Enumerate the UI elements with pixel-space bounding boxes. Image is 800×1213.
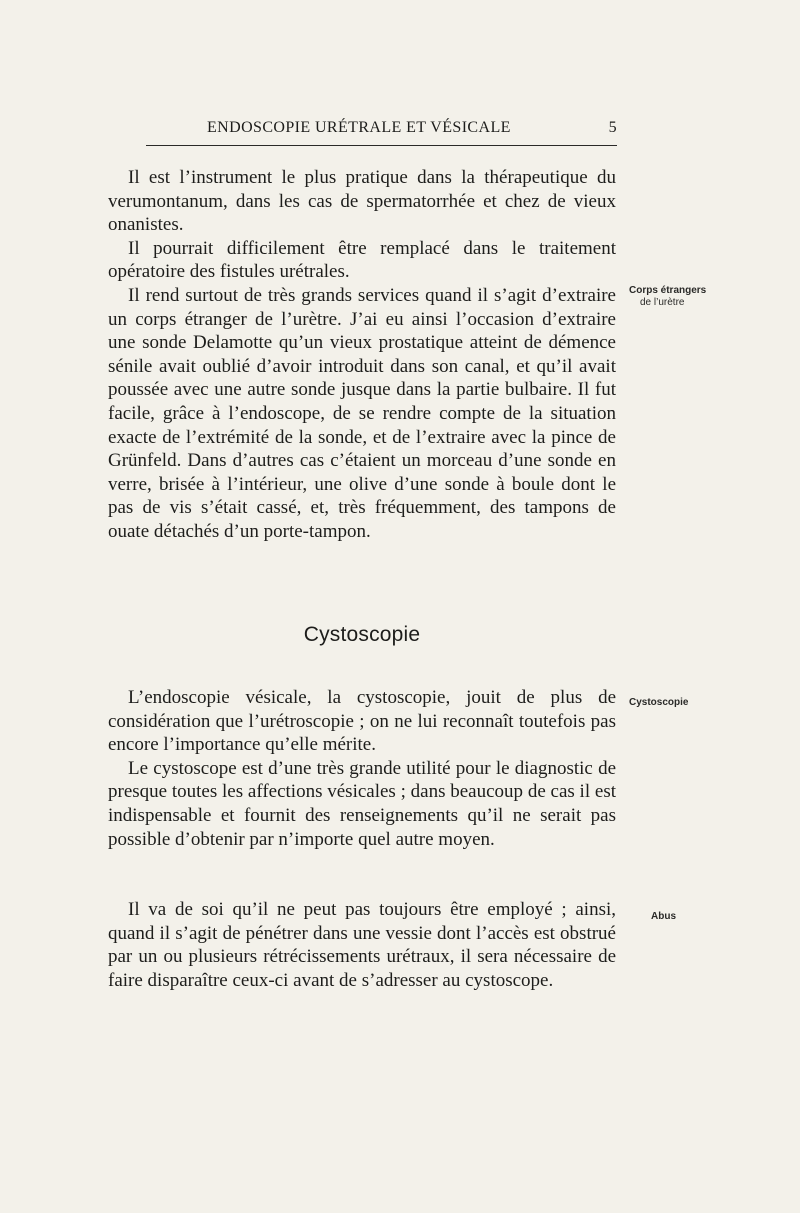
margin-note-line: de l’urètre — [640, 297, 685, 308]
margin-note-cystoscopie — [629, 697, 688, 709]
margin-note-corps-etrangers — [629, 285, 706, 309]
margin-note-line: Corps étrangers — [629, 285, 707, 296]
running-title: ENDOSCOPIE URÉTRALE ET VÉSICALE — [207, 119, 511, 136]
paragraph-cystoscope-utilite: Le cystoscope est d’une très grande utilité pour le diagnostic de presque toutes les affections vésicales ; dans beaucoup de cas il est indispensable et fournit des renseignements qu’il ne serait pas possible d’obtenir par n’importe quel autre moyen. — [108, 757, 616, 850]
paragraph-abus: Il va de soi qu’il ne peut pas toujours être employé ; ainsi, quand il s’agit de pénétrer dans une vessie dont l’accès est obstrué par un ou plusieurs rétrécissements urétraux, il sera nécessaire de faire disparaître ceux-ci avant de s’adresser au cystoscope. — [108, 899, 616, 991]
paragraph-endoscopie-vesicale: L’endoscopie vésicale, la cystoscopie, jouit de plus de considération que l’urétroscopie ; on ne lui reconnaît toutefois pas encore l’importance qu’elle mérite. — [108, 687, 616, 756]
margin-note-abus — [651, 911, 676, 923]
margin-note-line: Abus — [651, 911, 676, 922]
text-block-abus — [108, 898, 616, 992]
paragraph-verumontanum: Il est l’instrument le plus pratique dans la thérapeutique du verumontanum, dans les cas de spermatorrhée et chez de vieux onanistes. — [108, 167, 616, 236]
paragraph-corps-etrangers: Il rend surtout de très grands services quand il s’agit d’extraire un corps étranger de l’urètre. J’ai eu ainsi l’occasion d’extraire une sonde Delamotte qu’un vieux prostatique atteint de démence sénile avait oublié d’avoir introduit dans son canal, et qu’il avait poussée avec une autre sonde jusque dans la partie bulbaire. Il fut facile, grâce à l’endoscope, de se rendre compte de la situation exacte de l’extrémité de la sonde, et de l’extraire avec la pince de Grünfeld. Dans d’autres cas c’étaient un morceau d’une sonde en verre, brisée à l’intérieur, une olive d’une sonde à boule dont le pas de vis s’était cassé, et, très fréquemment, des tampons de ouate détachés d’un porte-tampon. — [108, 284, 616, 542]
page-number: 5 — [608, 119, 617, 136]
text-block-cystoscopie — [108, 686, 616, 851]
paragraph-fistules: Il pourrait difficilement être remplacé dans le traitement opératoire des fistules urétrales. — [108, 237, 616, 283]
header-rule — [146, 145, 617, 146]
section-heading: Cystoscopie — [303, 623, 421, 646]
margin-note-line: Cystoscopie — [629, 697, 689, 708]
text-block-foreign-bodies — [108, 166, 616, 544]
